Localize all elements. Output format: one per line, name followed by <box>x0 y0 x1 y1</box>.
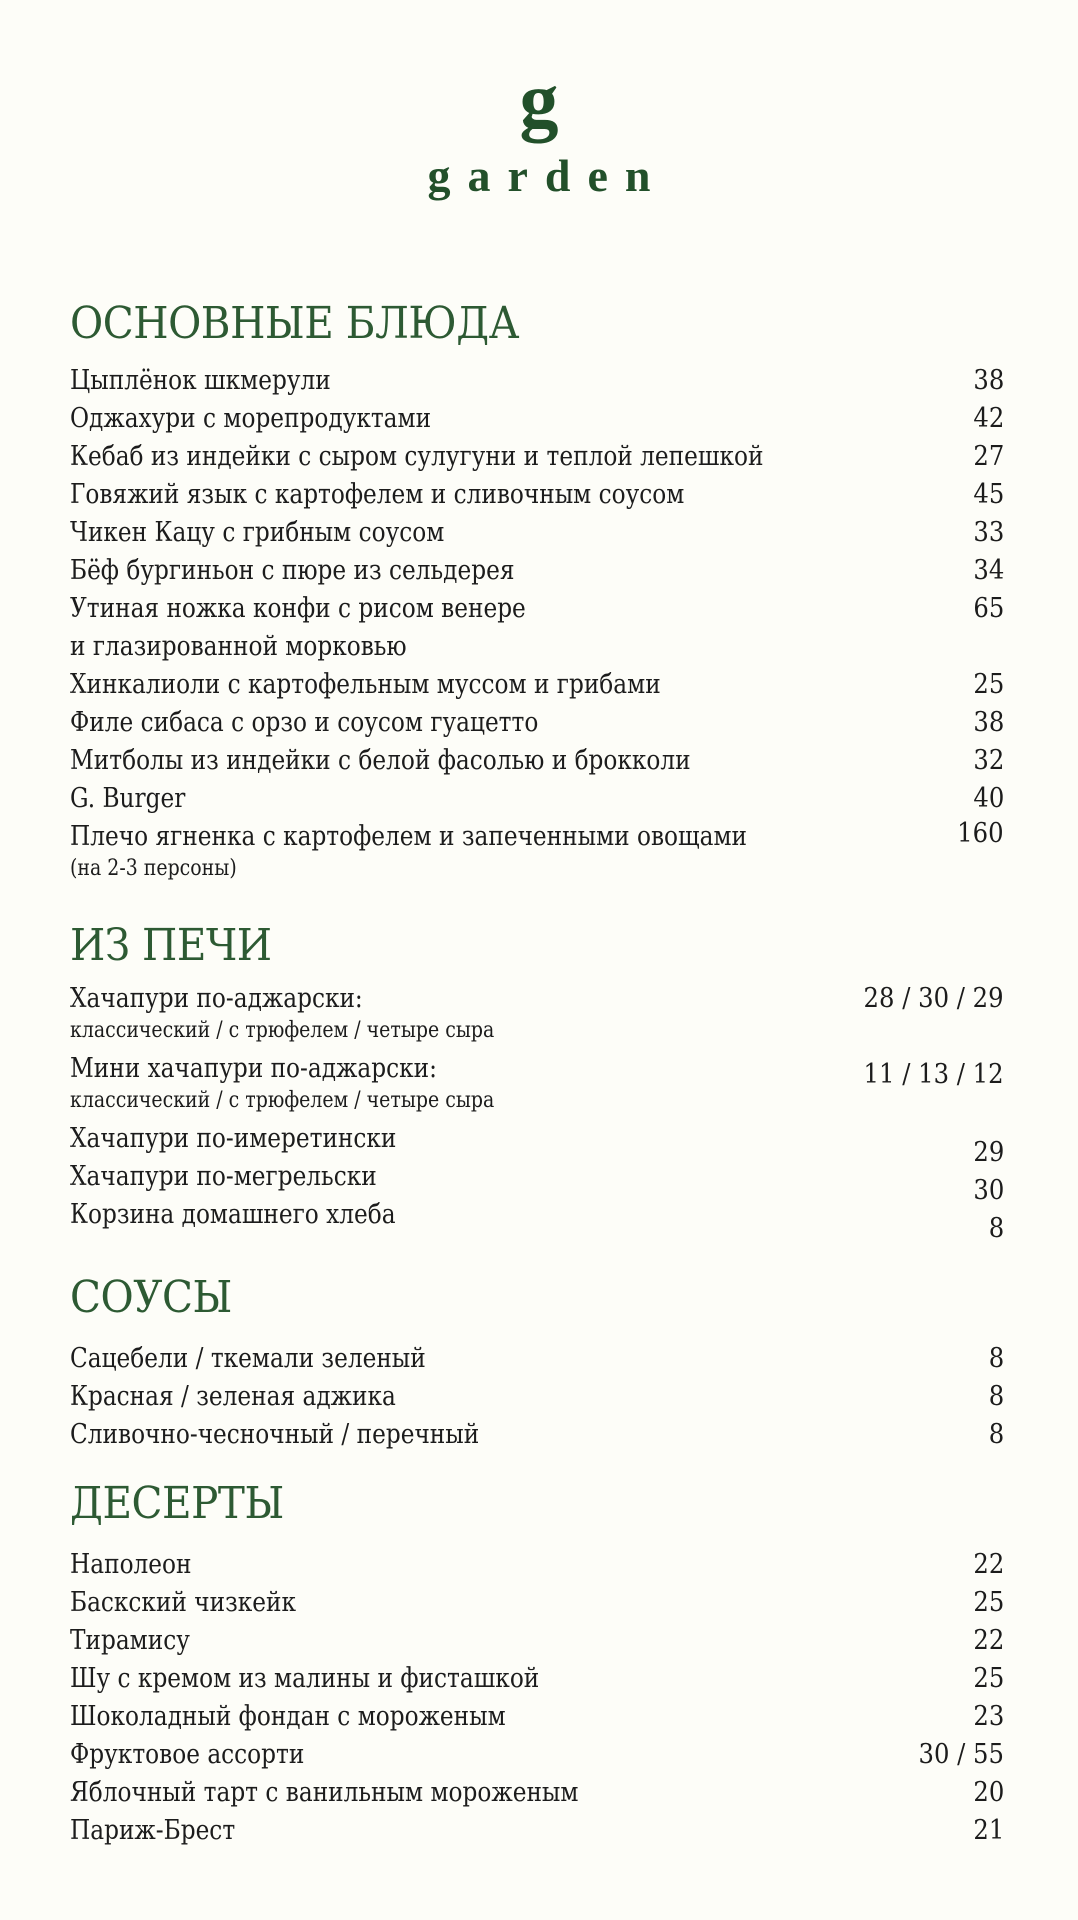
item-note: классический / с трюфелем / четыре сыра <box>70 1018 495 1043</box>
menu-item <box>70 1546 1004 1584</box>
item-price: 25 <box>973 1587 1004 1618</box>
menu-item <box>70 1812 1004 1850</box>
item-name: Баскский чизкейк <box>70 1587 297 1618</box>
item-price: 40 <box>973 783 1004 814</box>
menu-item <box>70 666 1004 704</box>
item-name: Шу с кремом из малины и фисташкой <box>70 1663 540 1694</box>
item-name: Фруктовое ассорти <box>70 1739 305 1770</box>
item-price: 42 <box>973 403 1004 434</box>
item-price: 22 <box>973 1549 1004 1580</box>
menu-item <box>70 590 1004 662</box>
menu-item <box>70 1698 1004 1736</box>
item-price: 160 <box>957 818 1004 849</box>
menu-item <box>70 514 1004 552</box>
section-title-oven: ИЗ ПЕЧИ <box>70 920 272 971</box>
item-name: Цыплёнок шкмерули <box>70 365 331 396</box>
item-price: 8 <box>988 1419 1004 1450</box>
item-name: Утиная ножка конфи с рисом венере <box>70 593 526 624</box>
item-name: Оджахури с морепродуктами <box>70 403 432 434</box>
item-price: 11 / 13 / 12 <box>863 1059 1004 1090</box>
item-price: 20 <box>973 1777 1004 1808</box>
item-name: Хачапури по-аджарски: <box>70 983 363 1014</box>
item-price: 8 <box>988 1381 1004 1412</box>
garden-logo <box>0 56 1078 204</box>
item-name: Кебаб из индейки с сыром сулугуни и теплой лепешкой <box>70 441 764 472</box>
menu-item <box>70 476 1004 514</box>
menu-item <box>70 704 1004 742</box>
item-price: 25 <box>973 669 1004 700</box>
item-name: Яблочный тарт с ванильным мороженым <box>70 1777 579 1808</box>
item-price: 30 / 55 <box>918 1739 1004 1770</box>
menu-item <box>70 1378 1004 1416</box>
item-name: Хачапури по-имеретински <box>70 1123 397 1154</box>
item-name: Шоколадный фондан с мороженым <box>70 1701 506 1732</box>
item-name: Сацебели / ткемали зеленый <box>70 1343 426 1374</box>
item-name: Корзина домашнего хлеба <box>70 1199 396 1230</box>
menu-item <box>70 1584 1004 1622</box>
menu-item <box>70 980 1004 1043</box>
logo-wordmark: garden <box>427 150 668 201</box>
menu-item <box>70 1196 1004 1244</box>
menu-item <box>70 1660 1004 1698</box>
item-name: Хинкалиоли с картофельным муссом и грибами <box>70 669 661 700</box>
menu-item <box>70 1340 1004 1378</box>
item-name: Плечо ягненка с картофелем и запеченными овощами <box>70 821 748 852</box>
item-name: Филе сибаса с орзо и соусом гуацетто <box>70 707 539 738</box>
item-name: Тирамису <box>70 1625 190 1656</box>
item-price: 45 <box>973 479 1004 510</box>
item-name: Хачапури по-мегрельски <box>70 1161 377 1192</box>
item-name: Чикен Кацу с грибным соусом <box>70 517 445 548</box>
item-price: 30 <box>973 1175 1004 1206</box>
menu-item <box>70 1622 1004 1660</box>
item-name: Бёф бургиньон с пюре из сельдерея <box>70 555 515 586</box>
menu-item <box>70 1158 1004 1206</box>
item-price: 33 <box>973 517 1004 548</box>
menu-item <box>70 552 1004 590</box>
item-price: 25 <box>973 1663 1004 1694</box>
item-price: 65 <box>973 593 1004 624</box>
item-price: 8 <box>988 1343 1004 1374</box>
menu-item <box>70 1736 1004 1774</box>
item-name: Говяжий язык с картофелем и сливочным соусом <box>70 479 685 510</box>
item-note: классический / с трюфелем / четыре сыра <box>70 1088 495 1113</box>
item-name-continued: и глазированной морковью <box>70 631 407 662</box>
menu-item <box>70 400 1004 438</box>
item-price: 21 <box>973 1815 1004 1846</box>
item-price: 28 / 30 / 29 <box>863 983 1004 1014</box>
item-price: 23 <box>973 1701 1004 1732</box>
item-name: G. Burger <box>70 783 186 814</box>
menu-item <box>70 1120 1004 1168</box>
item-price: 38 <box>973 707 1004 738</box>
item-name: Красная / зеленая аджика <box>70 1381 396 1412</box>
item-name: Наполеон <box>70 1549 192 1580</box>
item-name: Мини хачапури по-аджарски: <box>70 1053 437 1084</box>
menu-item <box>70 362 1004 400</box>
menu-item <box>70 1050 1004 1113</box>
section-title-desserts: ДЕСЕРТЫ <box>70 1478 284 1529</box>
item-note: (на 2-3 персоны) <box>70 856 237 881</box>
menu-item <box>70 1774 1004 1812</box>
menu-item <box>70 818 1004 881</box>
item-price: 34 <box>973 555 1004 586</box>
logo-g-icon: g <box>519 56 559 143</box>
item-name: Париж-Брест <box>70 1815 236 1846</box>
item-price: 29 <box>973 1137 1004 1168</box>
item-price: 8 <box>988 1213 1004 1244</box>
item-price: 22 <box>973 1625 1004 1656</box>
menu-item <box>70 438 1004 476</box>
section-title-main-dishes: ОСНОВНЫЕ БЛЮДА <box>70 298 519 349</box>
menu-item <box>70 742 1004 780</box>
section-title-sauces: СОУСЫ <box>70 1272 232 1323</box>
item-price: 38 <box>973 365 1004 396</box>
menu-item <box>70 780 1004 818</box>
item-price: 27 <box>973 441 1004 472</box>
menu-item <box>70 1416 1004 1454</box>
item-price: 32 <box>973 745 1004 776</box>
item-name: Митболы из индейки с белой фасолью и брокколи <box>70 745 691 776</box>
item-name: Сливочно-чесночный / перечный <box>70 1419 480 1450</box>
